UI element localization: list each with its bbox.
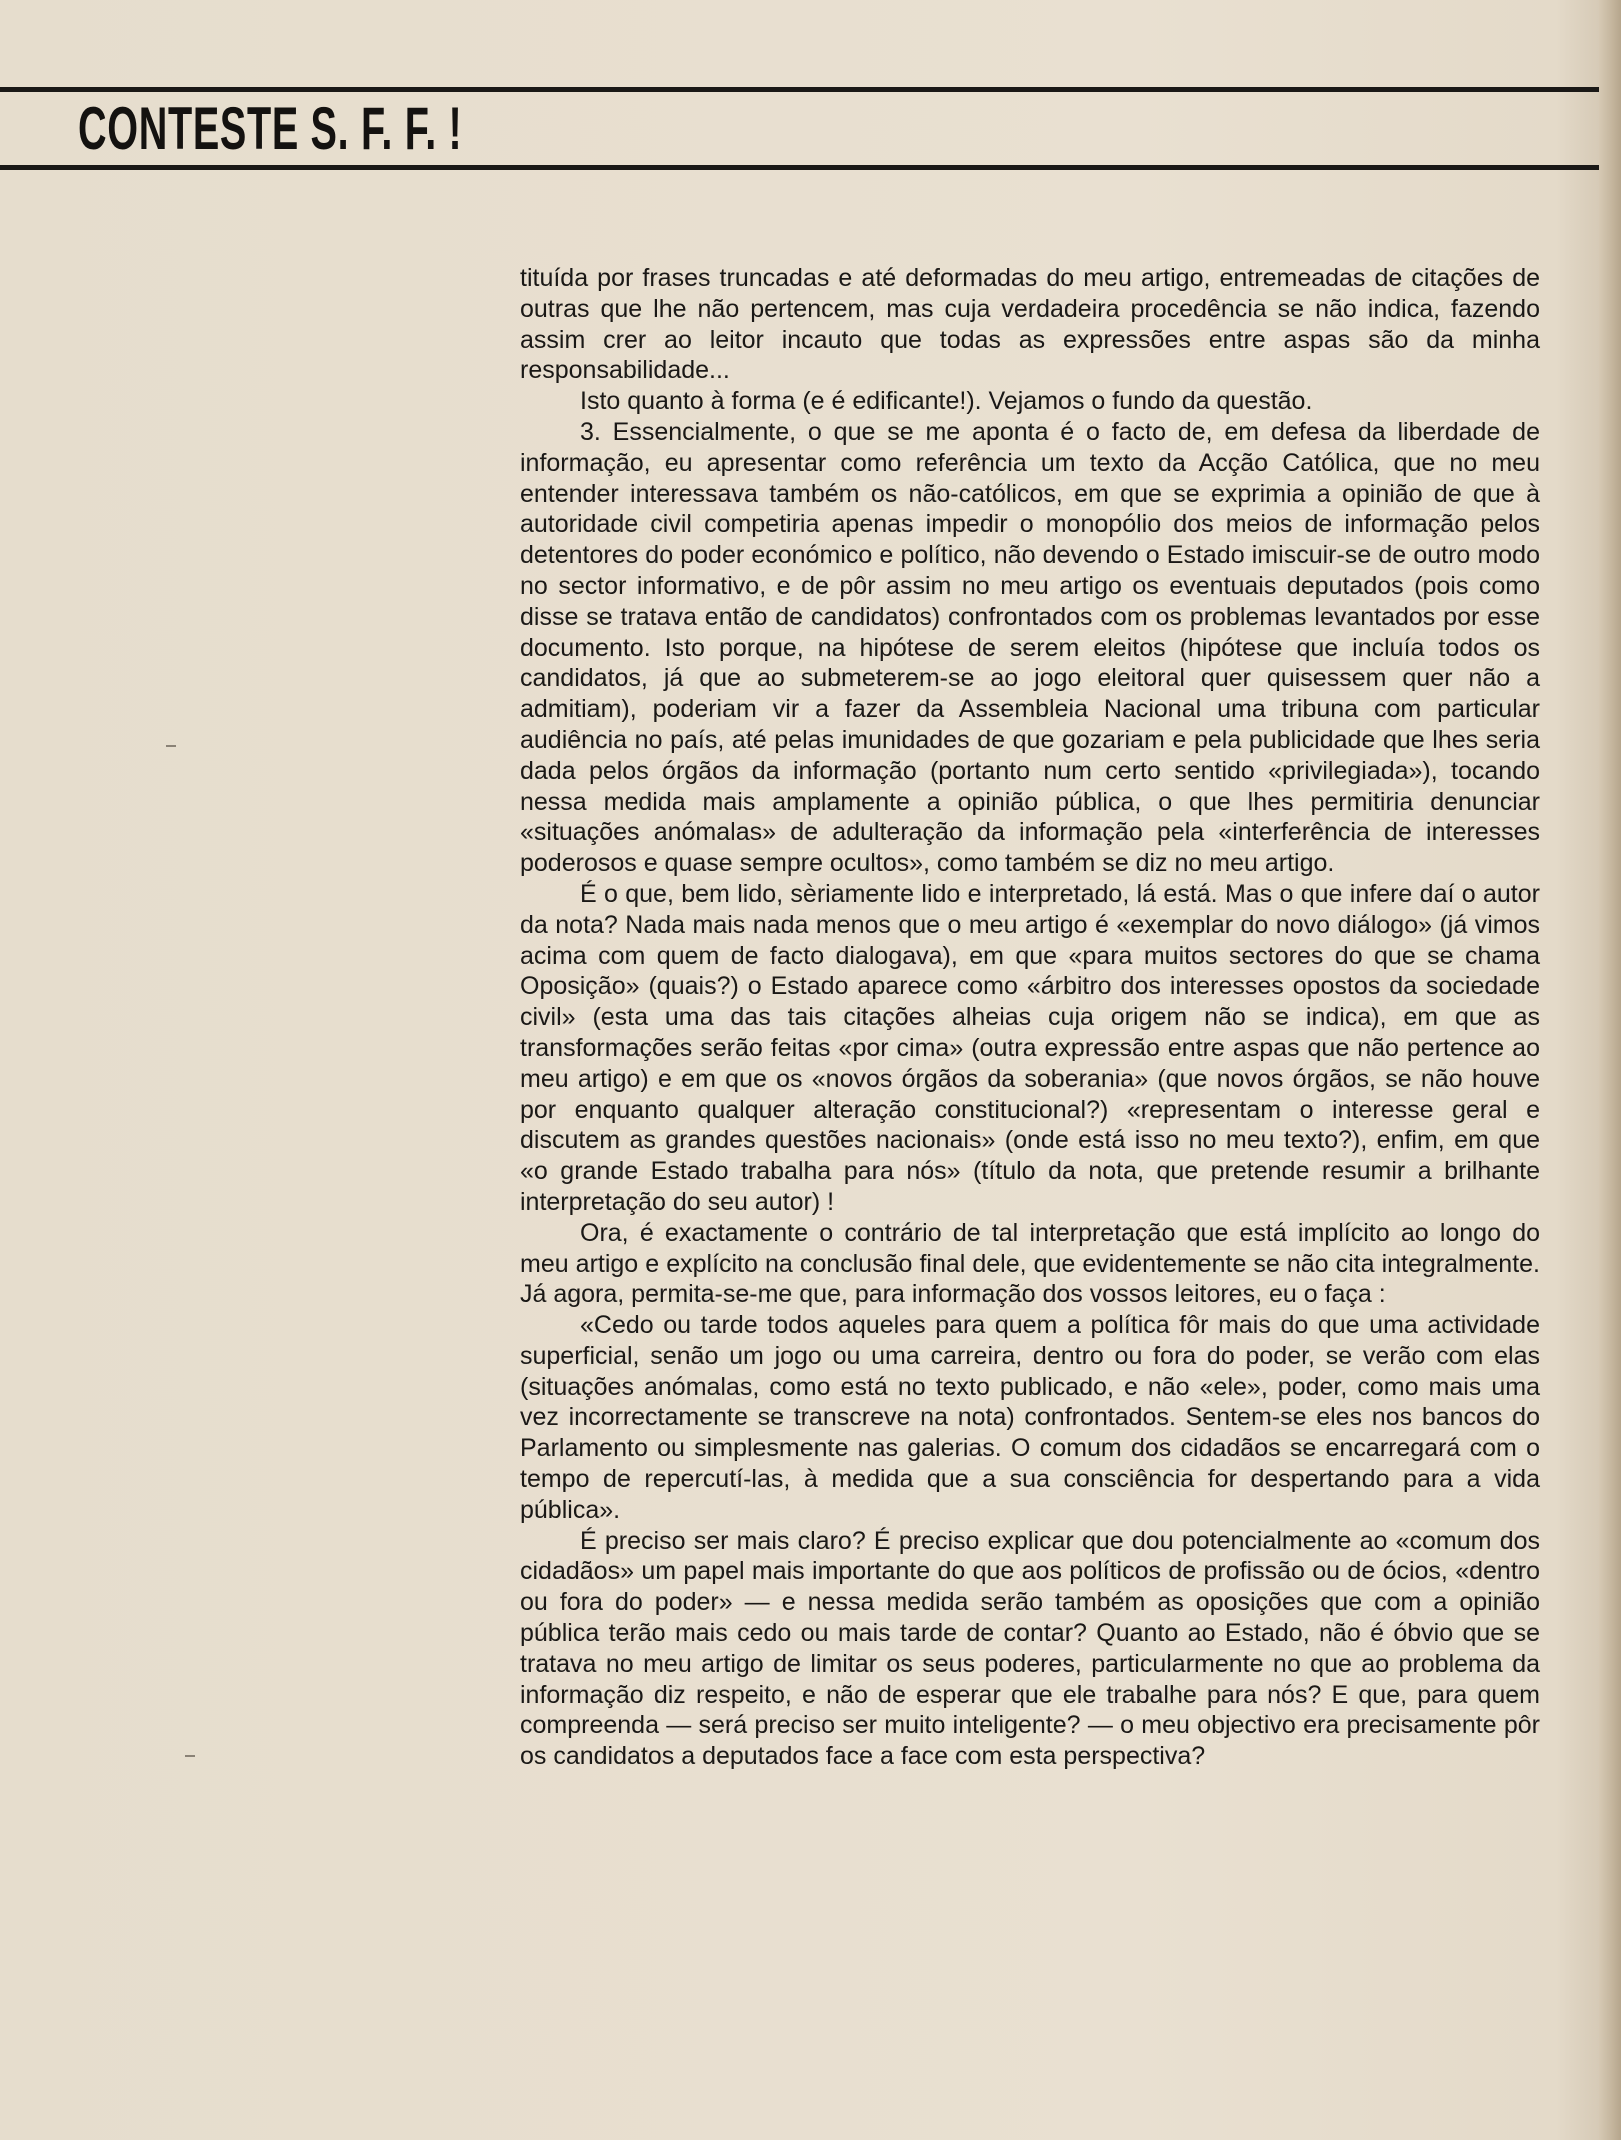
header-bottom-rule (0, 165, 1614, 170)
article-quotation: «Cedo ou tarde todos aqueles para quem a política fôr mais do que uma actividade superficial, senão um jogo ou uma carreira, dentro ou fora do poder, se verão com elas (situações anómalas, como está no texto publicado, e não «ele», poder, como mais uma vez incorrectamente se transcreve na nota) confrontados. Sentem-se eles nos bancos do Parlamento ou simplesmente nas galerias. O comum dos cidadãos se encarregará com o tempo de repercutí-las, à medida que a sua consciência for despertando para a vida pública». (520, 1311, 1540, 1524)
article-paragraph: É preciso ser mais claro? É preciso explicar que dou potencialmente ao «comum dos cidadãos» um papel mais importante do que aos políticos de profissão ou de ócios, «dentro ou fora do poder» — e nessa medida serão também as oposições que com a opinião pública terão mais cedo ou mais tarde de contar? Quanto ao Estado, não é óbvio que se tratava no meu artigo de limitar os seus poderes, particularmente no que ao problema da informação diz respeito, e não de esperar que ele trabalhe para nós? E que, para quem compreenda — será preciso ser muito inteligente? — o meu objectivo era precisamente pôr os candidatos a deputados face a face com esta perspectiva? (520, 1526, 1540, 1771)
print-speck (166, 745, 176, 747)
header-top-rule (0, 87, 1614, 92)
page-edge-shadow (1599, 0, 1621, 2140)
section-title: CONTESTE S. F. F. ! (78, 95, 463, 162)
article-paragraph: Ora, é exactamente o contrário de tal interpretação que está implícito ao longo do meu artigo e explícito na conclusão final dele, que evidentemente se não cita integralmente. Já agora, permita-se-me que, para informação dos vossos leitores, eu o faça : (520, 1218, 1540, 1309)
article-body (520, 263, 1540, 1772)
print-speck (185, 1755, 195, 1757)
article-paragraph: tituída por frases truncadas e até deformadas do meu artigo, entremeadas de citações de outras que lhe não pertencem, mas cuja verdadeira procedência se não indica, fazendo assim crer ao leitor incauto que todas as expressões entre aspas são da minha responsabilidade... (520, 264, 1540, 385)
article-paragraph: 3. Essencialmente, o que se me aponta é o facto de, em defesa da liberdade de informação, eu apresentar como referência um texto da Acção Católica, que no meu entender interessava também os não-católicos, em que se exprimia a opinião de que à autoridade civil competiria apenas impedir o monopólio dos meios de informação pelos detentores do poder económico e político, não devendo o Estado imiscuir-se de outro modo no sector informativo, e de pôr assim no meu artigo os eventuais deputados (pois como disse se tratava então de candidatos) confrontados com os problemas levantados por esse documento. Isto porque, na hipótese de serem eleitos (hipótese que incluía todos os candidatos, já que ao submeterem-se ao jogo eleitoral quer quisessem quer não a admitiam), poderiam vir a fazer da Assembleia Nacional uma tribuna com particular audiência no país, até pelas imunidades de que gozariam e pela publicidade que lhes seria dada pelos órgãos da informação (portanto num certo sentido «privilegiada»), tocando nessa medida mais amplamente a opinião pública, o que lhes permitiria denunciar «situações anómalas» de adulteração da informação pela «interferência de interesses poderosos e quase sempre ocultos», como também se diz no meu artigo. (520, 417, 1540, 878)
article-paragraph: Isto quanto à forma (e é edificante!). Vejamos o fundo da questão. (580, 387, 1313, 416)
article-paragraph: É o que, bem lido, sèriamente lido e interpretado, lá está. Mas o que infere daí o autor da nota? Nada mais nada menos que o meu artigo é «exemplar do novo diálogo» (já vimos acima com quem de facto dialogava), em que «para muitos sectores do que se chama Oposição» (quais?) o Estado aparece como «árbitro dos interesses opostos da sociedade civil» (esta uma das tais citações alheias cuja origem não se indica), em que as transformações serão feitas «por cima» (outra expressão entre aspas que não pertence ao meu artigo) e em que os «novos órgãos da soberania» (que novos órgãos, se não houve por enquanto qualquer alteração constitucional?) «representam o interesse geral e discutem as grandes questões nacionais» (onde está isso no meu texto?), enfim, em que «o grande Estado trabalha para nós» (título da nota, que pretende resumir a brilhante interpretação do seu autor) ! (520, 879, 1540, 1216)
